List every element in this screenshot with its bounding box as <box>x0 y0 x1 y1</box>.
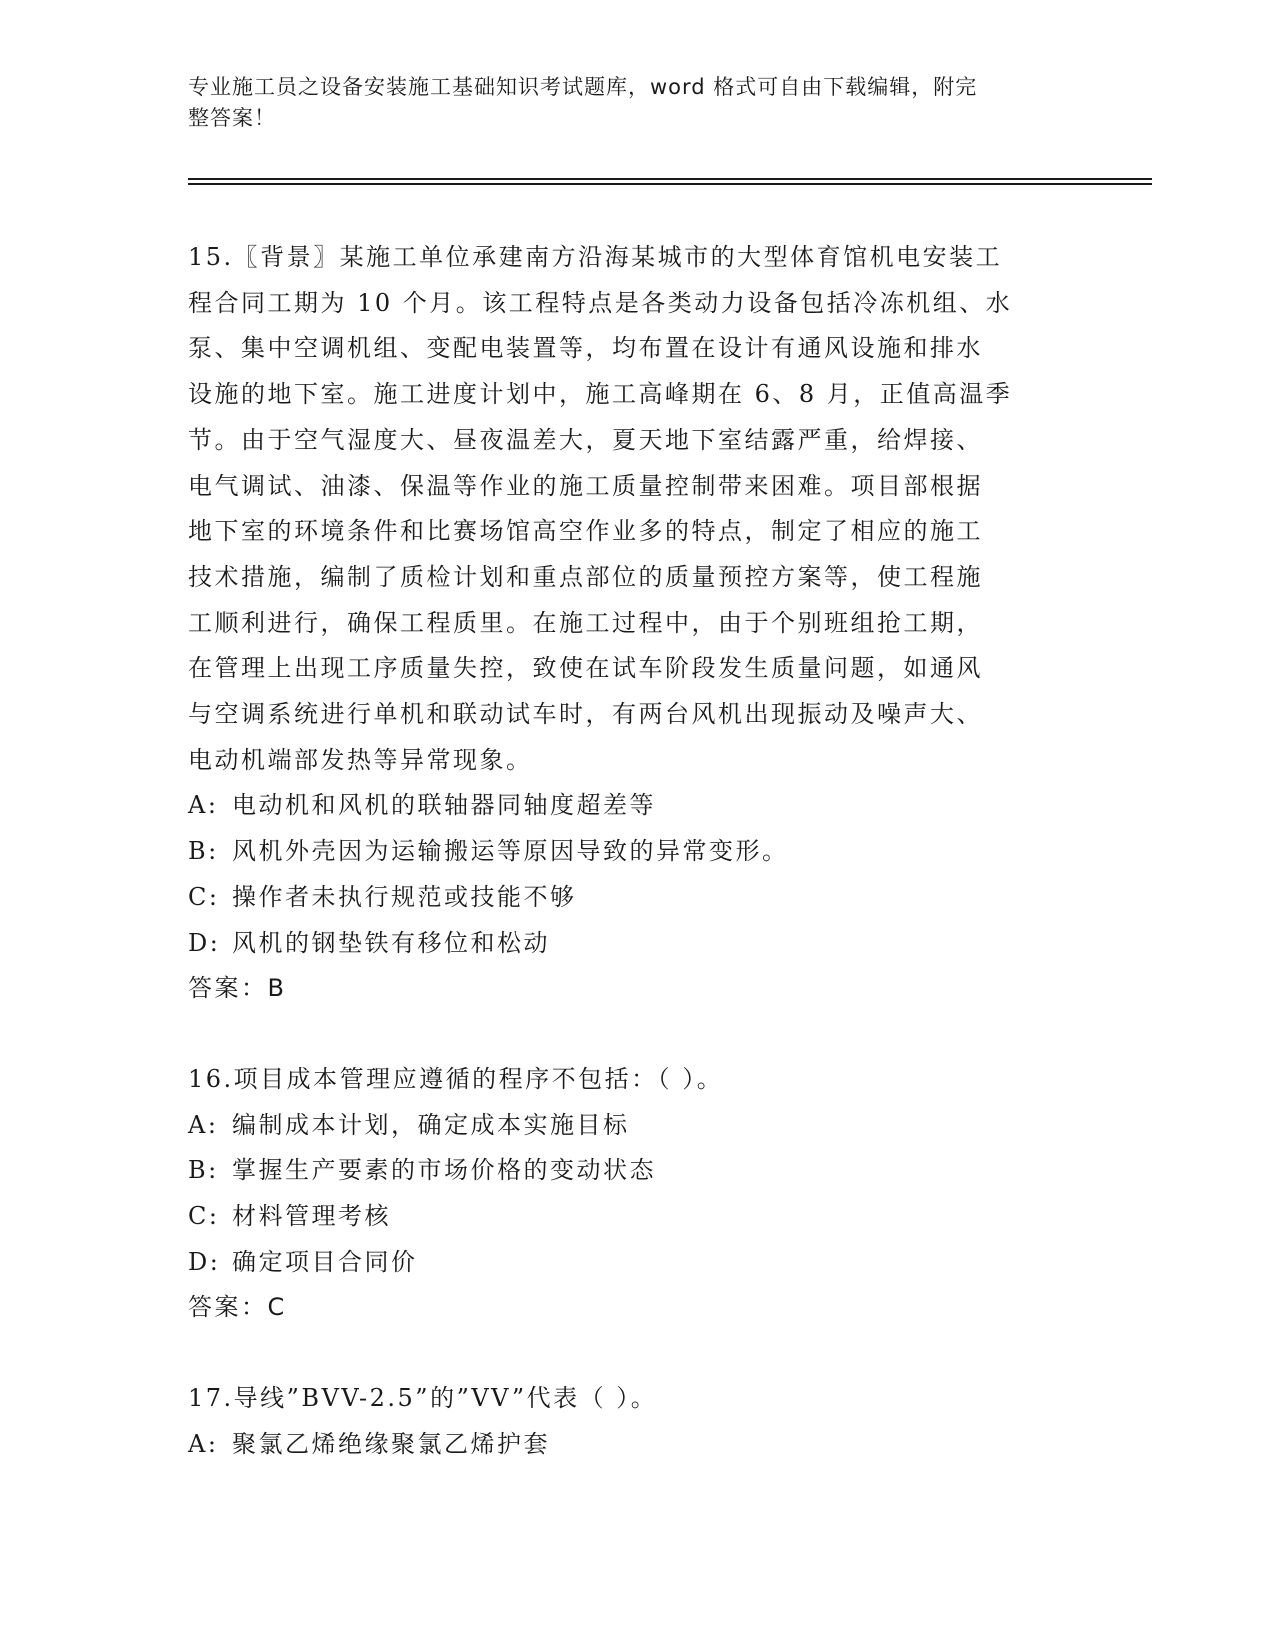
answer-line: 答案：C <box>188 1293 287 1322</box>
option-text: 确定项目合同价 <box>232 1247 418 1276</box>
question-stem-line: 电动机端部发热等异常现象。 <box>188 745 533 774</box>
option-d <box>188 921 1078 967</box>
option-letter: D: <box>188 928 221 957</box>
question-stem-line: 电气调试、油漆、保温等作业的施工质量控制带来困难。项目部根据 <box>188 471 983 500</box>
option-letter: C: <box>188 882 220 911</box>
question-spacer <box>188 1331 1078 1376</box>
document-header <box>188 72 1068 134</box>
question-stem-line: 17.导线”BVV-2.5”的”VV”代表（ ）。 <box>188 1384 658 1413</box>
question-list <box>188 235 1078 1468</box>
question-stem-line: 程合同工期为 10 个月。该工程特点是各类动力设备包括冷冻机组、水 <box>188 288 1013 317</box>
option-letter: A: <box>188 1110 219 1139</box>
option-letter: B: <box>188 837 219 866</box>
option-letter: B: <box>188 1156 219 1185</box>
question-16 <box>188 1057 1078 1331</box>
question-stem-line: 15.〖背景〗某施工单位承建南方沿海某城市的大型体育馆机电安装工 <box>188 243 1003 271</box>
option-d <box>188 1240 1078 1286</box>
option-text: 聚氯乙烯绝缘聚氯乙烯护套 <box>232 1429 550 1458</box>
question-stem-line: 与空调系统进行单机和联动试车时，有两台风机出现振动及噪声大、 <box>188 700 983 729</box>
header-line-1: 专业施工员之设备安装施工基础知识考试题库，word 格式可自由下载编辑，附完 <box>188 75 978 99</box>
option-text: 编制成本计划，确定成本实施目标 <box>232 1110 630 1139</box>
option-a <box>188 1103 1078 1149</box>
option-b <box>188 829 1078 875</box>
question-17 <box>188 1376 1078 1467</box>
question-stem-line: 设施的地下室。施工进度计划中，施工高峰期在 6、8 月，正值高温季 <box>188 380 1013 409</box>
option-text: 操作者未执行规范或技能不够 <box>232 882 577 911</box>
header-rule-bottom <box>188 183 1152 185</box>
question-stem-line: 节。由于空气湿度大、昼夜温差大，夏天地下室结露严重，给焊接、 <box>188 425 983 454</box>
option-letter: C: <box>188 1202 220 1231</box>
option-text: 材料管理考核 <box>232 1202 391 1231</box>
question-spacer <box>188 1012 1078 1057</box>
question-stem-line: 在管理上出现工序质量失控，致使在试车阶段发生质量问题，如通风 <box>188 654 983 683</box>
question-stem-line: 16.项目成本管理应遵循的程序不包括：（ ）。 <box>188 1064 724 1093</box>
question-15 <box>188 235 1078 1012</box>
question-stem-line: 工顺利进行，确保工程质里。在施工过程中，由于个别班组抢工期， <box>188 608 983 637</box>
option-c <box>188 1194 1078 1240</box>
option-text: 掌握生产要素的市场价格的变动状态 <box>232 1156 656 1185</box>
question-stem-line: 技术措施，编制了质检计划和重点部位的质量预控方案等，使工程施 <box>188 562 983 591</box>
header-line-2: 整答案！ <box>188 106 276 130</box>
answer-line: 答案：B <box>188 974 287 1003</box>
option-letter: A: <box>188 1429 219 1458</box>
option-letter: A: <box>188 791 219 820</box>
option-text: 风机外壳因为运输搬运等原因导致的异常变形。 <box>232 837 789 866</box>
question-stem-line: 泵、集中空调机组、变配电装置等，均布置在设计有通风设施和排水 <box>188 334 983 363</box>
header-rule-top <box>188 178 1152 180</box>
question-stem-line: 地下室的环境条件和比赛场馆高空作业多的特点，制定了相应的施工 <box>188 517 983 546</box>
option-a <box>188 783 1078 829</box>
option-a <box>188 1422 1078 1468</box>
option-c <box>188 875 1078 921</box>
option-text: 风机的钢垫铁有移位和松动 <box>232 928 550 957</box>
option-letter: D: <box>188 1247 221 1276</box>
option-text: 电动机和风机的联轴器同轴度超差等 <box>232 791 656 820</box>
option-b <box>188 1148 1078 1194</box>
